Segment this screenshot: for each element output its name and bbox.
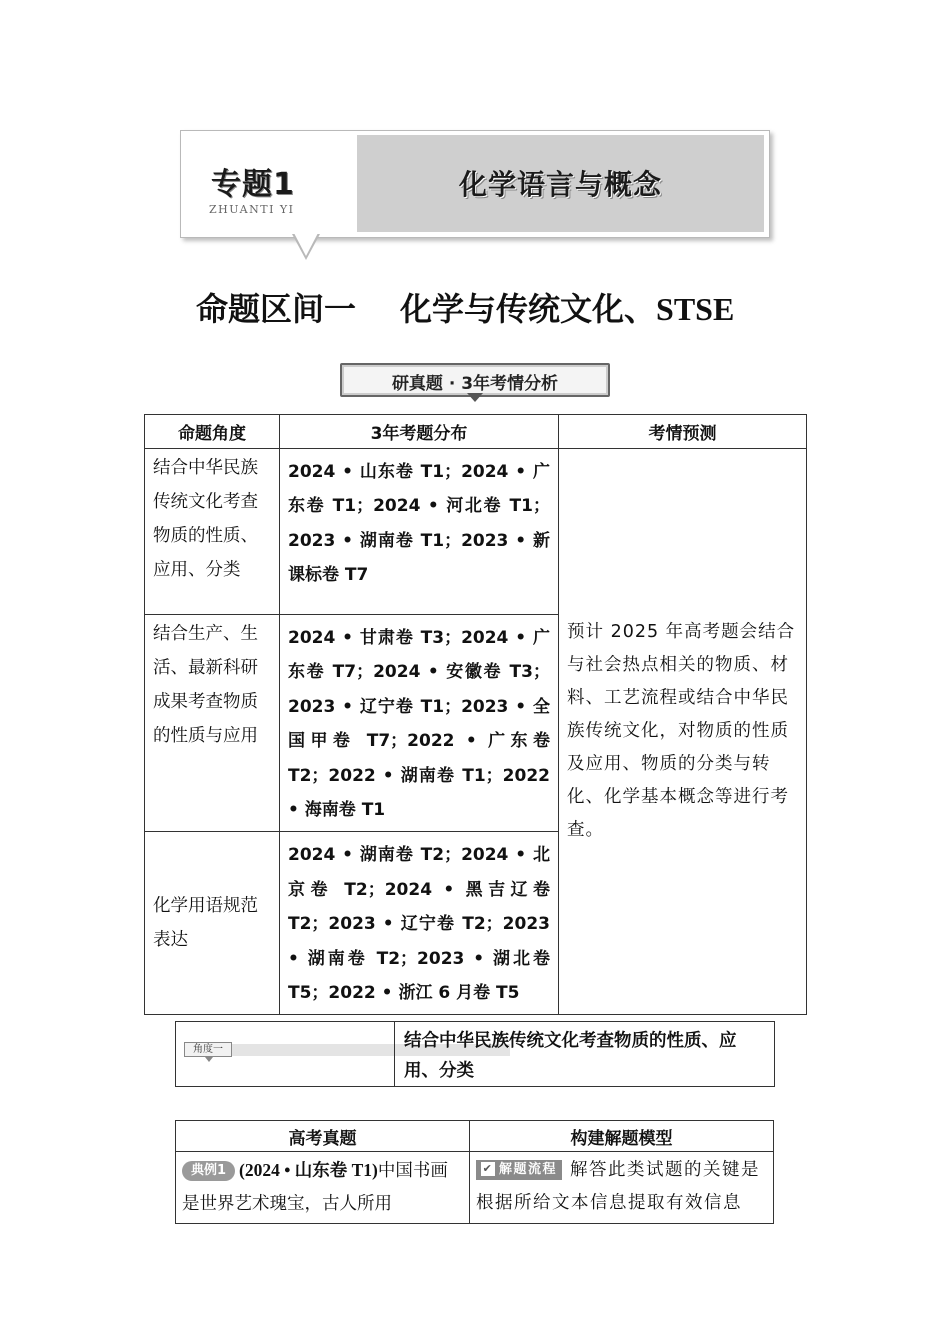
topic-header-card — [180, 130, 770, 238]
distribution-cell: 2024 • 湖南卷 T2；2024 • 北京卷 T2；2024 • 黑吉辽卷 T2；2023 • 辽宁卷 T2；2023 • 湖南卷 T2；2023 • 湖北卷 T5；2022 • 浙江 6 月卷 T5 — [280, 832, 559, 1015]
badge-arrow-icon — [467, 393, 483, 402]
exam-analysis-table — [144, 414, 807, 1015]
example-tag: 典例1 — [182, 1161, 235, 1181]
flow-cell — [470, 1152, 774, 1224]
angle-text: 结合中华民族传统文化考查物质的性质、应用、分类 — [404, 1031, 737, 1081]
header-distribution: 3年考题分布 — [280, 415, 559, 449]
model-row — [176, 1152, 774, 1224]
section-title-latin: STSE — [656, 291, 735, 327]
header-real-exam: 高考真题 — [176, 1121, 470, 1152]
example-text: 中国书画是世界艺术瑰宝，古人所用 — [182, 1161, 448, 1214]
section-prefix: 命题区间一 — [196, 290, 357, 328]
topic-title: 化学语言与概念 — [458, 168, 662, 201]
flow-text: 解答此类试题的关键是根据所给文本信息提取有效信息 — [476, 1160, 761, 1213]
callout-tail-inner — [294, 233, 318, 256]
header-model: 构建解题模型 — [470, 1121, 774, 1152]
section-heading — [196, 284, 734, 330]
header-prediction: 考情预测 — [559, 415, 807, 449]
flow-tag — [476, 1160, 562, 1180]
prediction-cell: 预计 2025 年高考题会结合与社会热点相关的物质、材料、工艺流程或结合中华民族传统文化，对物质的性质及应用、物质的分类与转化、化学基本概念等进行考查。 — [559, 449, 807, 1015]
table-row — [145, 449, 807, 615]
angle-cell: 结合中华民族传统文化考查物质的性质、应用、分类 — [145, 449, 280, 615]
angle-divider — [394, 1022, 395, 1086]
angle-tag-arrow-icon — [205, 1057, 213, 1062]
check-icon: ✔ — [482, 1162, 494, 1175]
table-header-row — [145, 415, 807, 449]
angle-box — [175, 1021, 775, 1087]
model-header-row — [176, 1121, 774, 1152]
section-title: 化学与传统文化、 — [400, 290, 657, 328]
analysis-badge — [340, 363, 610, 397]
distribution-cell: 2024 • 山东卷 T1；2024 • 广东卷 T1；2024 • 河北卷 T1；2023 • 湖南卷 T1；2023 • 新课标卷 T7 — [280, 449, 559, 615]
topic-number: 专题1 — [211, 167, 295, 202]
example-source: (2024 • 山东卷 T1) — [239, 1160, 378, 1180]
angle-cell: 结合生产、生活、最新科研成果考查物质的性质与应用 — [145, 615, 280, 832]
example-cell — [176, 1152, 470, 1224]
header-angle: 命题角度 — [145, 415, 280, 449]
angle-tag: 角度一 — [184, 1042, 232, 1057]
angle-cell: 化学用语规范表达 — [145, 832, 280, 1015]
model-table — [175, 1120, 774, 1224]
topic-title-panel — [357, 135, 764, 232]
topic-pinyin: ZHUANTI YI — [209, 203, 295, 216]
distribution-cell: 2024 • 甘肃卷 T3；2024 • 广东卷 T7；2024 • 安徽卷 T3；2023 • 辽宁卷 T1；2023 • 全国甲卷 T7；2022 • 广东卷 T2；2022 • 湖南卷 T1；2022 • 海南卷 T1 — [280, 615, 559, 832]
analysis-badge-text: 研真题 · 3年考情分析 — [391, 374, 559, 394]
flow-tag-label: 解题流程 — [499, 1162, 558, 1177]
topic-number-panel — [181, 131, 353, 237]
